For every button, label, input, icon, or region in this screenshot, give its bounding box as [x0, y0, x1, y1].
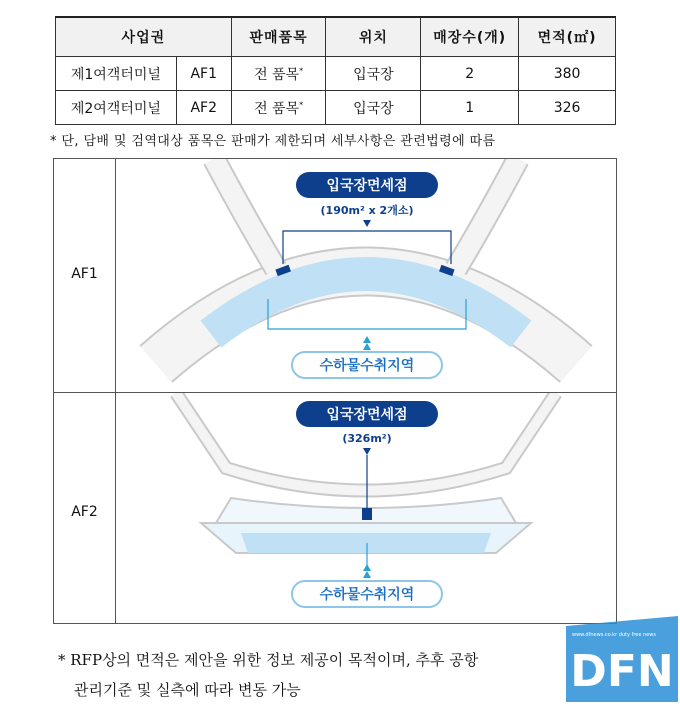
af2-dutyfree-zone [241, 533, 491, 553]
watermark-tagline: www.dfnews.co.kr duty free news [572, 632, 656, 638]
footnote-restrictions: * 단, 담배 및 검역대상 품목은 판매가 제한되며 세부사항은 관련법령에 따름 [50, 134, 496, 149]
af1-title: 입국장면세점 [326, 178, 408, 194]
cell-area: 380 [519, 57, 616, 91]
af2-title: 입국장면세점 [326, 407, 408, 423]
cell-stores: 1 [421, 91, 519, 125]
table-row [56, 57, 616, 91]
header-area: 면적(㎡) [519, 17, 616, 57]
footnote-area-line2: 관리기준 및 실측에 따라 변동 가능 [74, 681, 301, 699]
af2-store-marker [362, 508, 372, 520]
cell-code: AF1 [176, 57, 231, 91]
map-label-af1: AF1 [71, 266, 98, 282]
af2-subtitle: (326m²) [342, 432, 392, 445]
af2-up-arrow [363, 564, 371, 578]
af1-up-arrow [363, 336, 371, 350]
af1-pier-left-floor [214, 159, 276, 269]
af2-down-arrow [363, 448, 371, 455]
af2-floor-map [116, 393, 616, 623]
terminal-map-box [53, 158, 617, 624]
cell-items-mark: * [299, 65, 304, 75]
af1-pier-right-floor [456, 159, 518, 269]
dfn-watermark-logo [566, 616, 678, 702]
watermark-text: DFN [570, 646, 674, 697]
header-items: 판매품목 [231, 17, 326, 57]
cell-stores: 2 [421, 57, 519, 91]
af1-subtitle: (190m² x 2개소) [320, 204, 414, 217]
map-label-af2: AF2 [71, 504, 98, 520]
cell-items-mark: * [299, 99, 304, 109]
cell-code: AF2 [176, 91, 231, 125]
cell-items [231, 57, 326, 91]
table-header-row [56, 17, 616, 57]
cell-location: 입국장 [326, 91, 421, 125]
header-business-area: 사업권 [56, 17, 232, 57]
footnote-area-line1: * RFP상의 면적은 제안을 위한 정보 제공이 목적이며, 추후 공항 [58, 651, 479, 669]
cell-items-text: 전 품목 [254, 100, 300, 117]
header-store-count: 매장수(개) [421, 17, 519, 57]
cell-items-text: 전 품목 [254, 66, 300, 83]
store-info-table [55, 16, 616, 125]
af1-down-arrow [363, 220, 371, 227]
cell-location: 입국장 [326, 57, 421, 91]
cell-area: 326 [519, 91, 616, 125]
table-row [56, 91, 616, 125]
cell-terminal: 제2여객터미널 [56, 91, 177, 125]
header-location: 위치 [326, 17, 421, 57]
cell-items [231, 91, 326, 125]
af1-floor-map [116, 159, 616, 391]
cell-terminal: 제1여객터미널 [56, 57, 177, 91]
af2-bottom-label: 수하물수취지역 [319, 587, 415, 603]
footnote-area-notice [58, 645, 478, 705]
af1-bottom-label: 수하물수취지역 [319, 358, 415, 374]
